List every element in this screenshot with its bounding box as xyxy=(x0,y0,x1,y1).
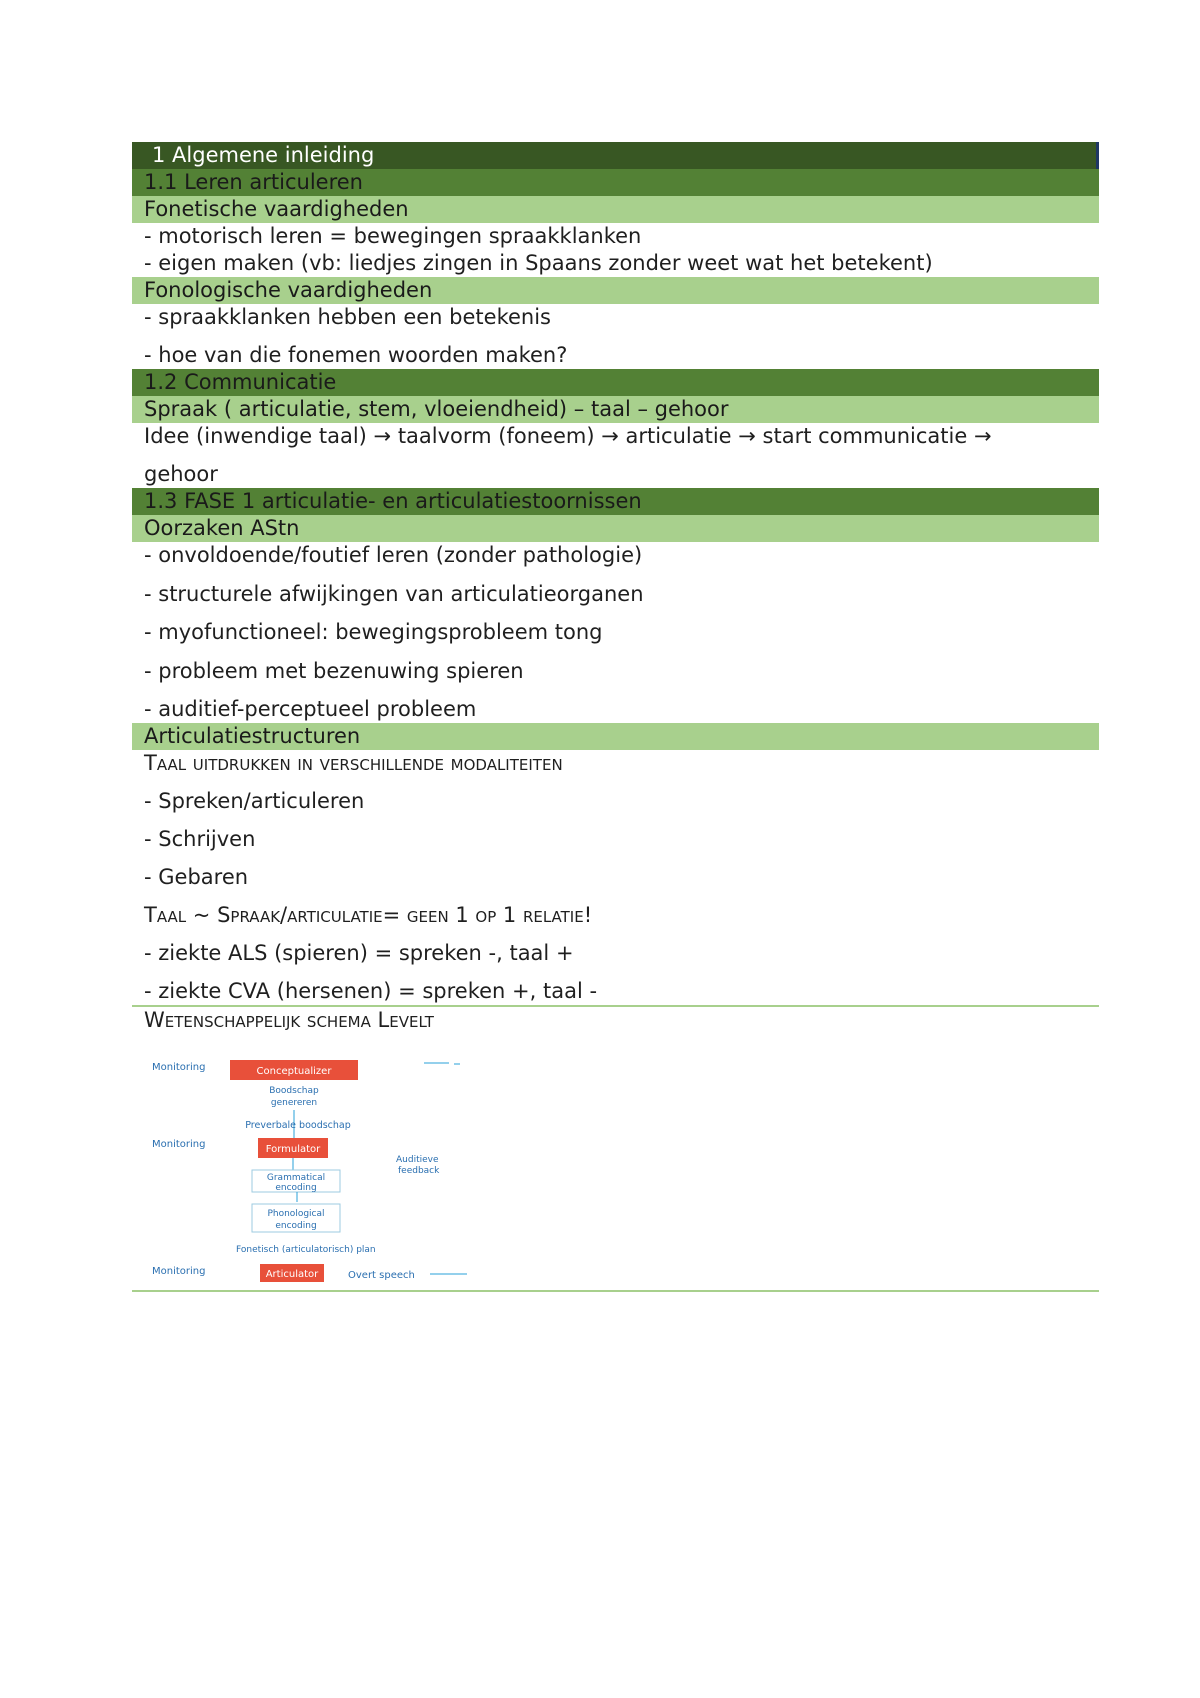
list-item: - Gebaren xyxy=(144,865,249,889)
list-item: - structurele afwijkingen van articulatieorganen xyxy=(144,582,644,606)
smallcaps-heading-taal: Taal uitdrukken in verschillende modaliteiten xyxy=(144,751,563,775)
subheading-articulatiestructuren: Articulatiestructuren xyxy=(132,723,1099,750)
list-item: - ziekte ALS (spieren) = spreken -, taal + xyxy=(144,941,574,965)
list-item: - onvoldoende/foutief leren (zonder pathologie) xyxy=(144,543,643,567)
list-item: - myofunctioneel: bewegingsprobleem tong xyxy=(144,620,603,644)
monitoring-label: Monitoring xyxy=(152,1139,206,1150)
list-item: - probleem met bezenuwing spieren xyxy=(144,659,524,683)
subheading-fonologisch: Fonologische vaardigheden xyxy=(132,277,1099,304)
levelt-diagram xyxy=(132,1034,1099,1294)
list-item: - Spreken/articuleren xyxy=(144,789,365,813)
list-item: - spraakklanken hebben een betekenis xyxy=(144,305,551,329)
heading-1-3: 1.3 FASE 1 articulatie- en articulatiestoornissen xyxy=(132,488,1099,515)
encoding-label: encoding xyxy=(275,1183,317,1193)
levelt-diagram-svg xyxy=(132,1034,1099,1294)
paragraph-idee-cont: gehoor xyxy=(144,462,218,486)
boodschap-label: Boodschap xyxy=(269,1086,319,1096)
conceptualizer-label: Conceptualizer xyxy=(256,1066,332,1077)
document-content xyxy=(132,142,1099,1294)
subheading-fonetisch: Fonetische vaardigheden xyxy=(132,196,1099,223)
genereren-label: genereren xyxy=(270,1098,318,1108)
list-item: - hoe van die fonemen woorden maken? xyxy=(144,343,568,367)
list-item: - ziekte CVA (hersenen) = spreken +, taal - xyxy=(144,979,598,1003)
heading-1-2: 1.2 Communicatie xyxy=(132,369,1099,396)
subheading-spraak: Spraak ( articulatie, stem, vloeiendheid) – taal – gehoor xyxy=(132,396,1099,423)
list-item: - Schrijven xyxy=(144,827,256,851)
overt-speech-label: Overt speech xyxy=(348,1270,415,1281)
fonetisch-plan-label: Fonetisch (articulatorisch) plan xyxy=(236,1245,376,1255)
paragraph-idee: Idee (inwendige taal) → taalvorm (foneem) → articulatie → start communicatie → xyxy=(144,424,992,448)
encoding-label: encoding xyxy=(275,1221,317,1231)
subheading-oorzaken: Oorzaken AStn xyxy=(132,515,1099,542)
heading-1-1: 1.1 Leren articuleren xyxy=(132,169,1099,196)
smallcaps-relatie: Taal ~ Spraak/articulatie= geen 1 op 1 relatie! xyxy=(144,903,593,927)
grammatical-label: Grammatical xyxy=(266,1173,326,1183)
preverbale-label: Preverbale boodschap xyxy=(245,1120,351,1131)
monitoring-label: Monitoring xyxy=(152,1062,206,1073)
articulator-label: Articulator xyxy=(265,1269,319,1280)
list-item: - auditief-perceptueel probleem xyxy=(144,697,477,721)
smallcaps-heading-levelt: Wetenschappelijk schema Levelt xyxy=(144,1008,434,1032)
list-item: - eigen maken (vb: liedjes zingen in Spaans zonder weet wat het betekent) xyxy=(144,251,933,275)
auditieve-label: Auditieve xyxy=(396,1155,439,1165)
heading-1: 1 Algemene inleiding xyxy=(132,142,1099,169)
phonological-label: Phonological xyxy=(267,1209,325,1219)
list-item: - motorisch leren = bewegingen spraakklanken xyxy=(144,224,642,248)
feedback-label: feedback xyxy=(398,1166,440,1176)
monitoring-label: Monitoring xyxy=(152,1266,206,1277)
formulator-label: Formulator xyxy=(265,1144,321,1155)
